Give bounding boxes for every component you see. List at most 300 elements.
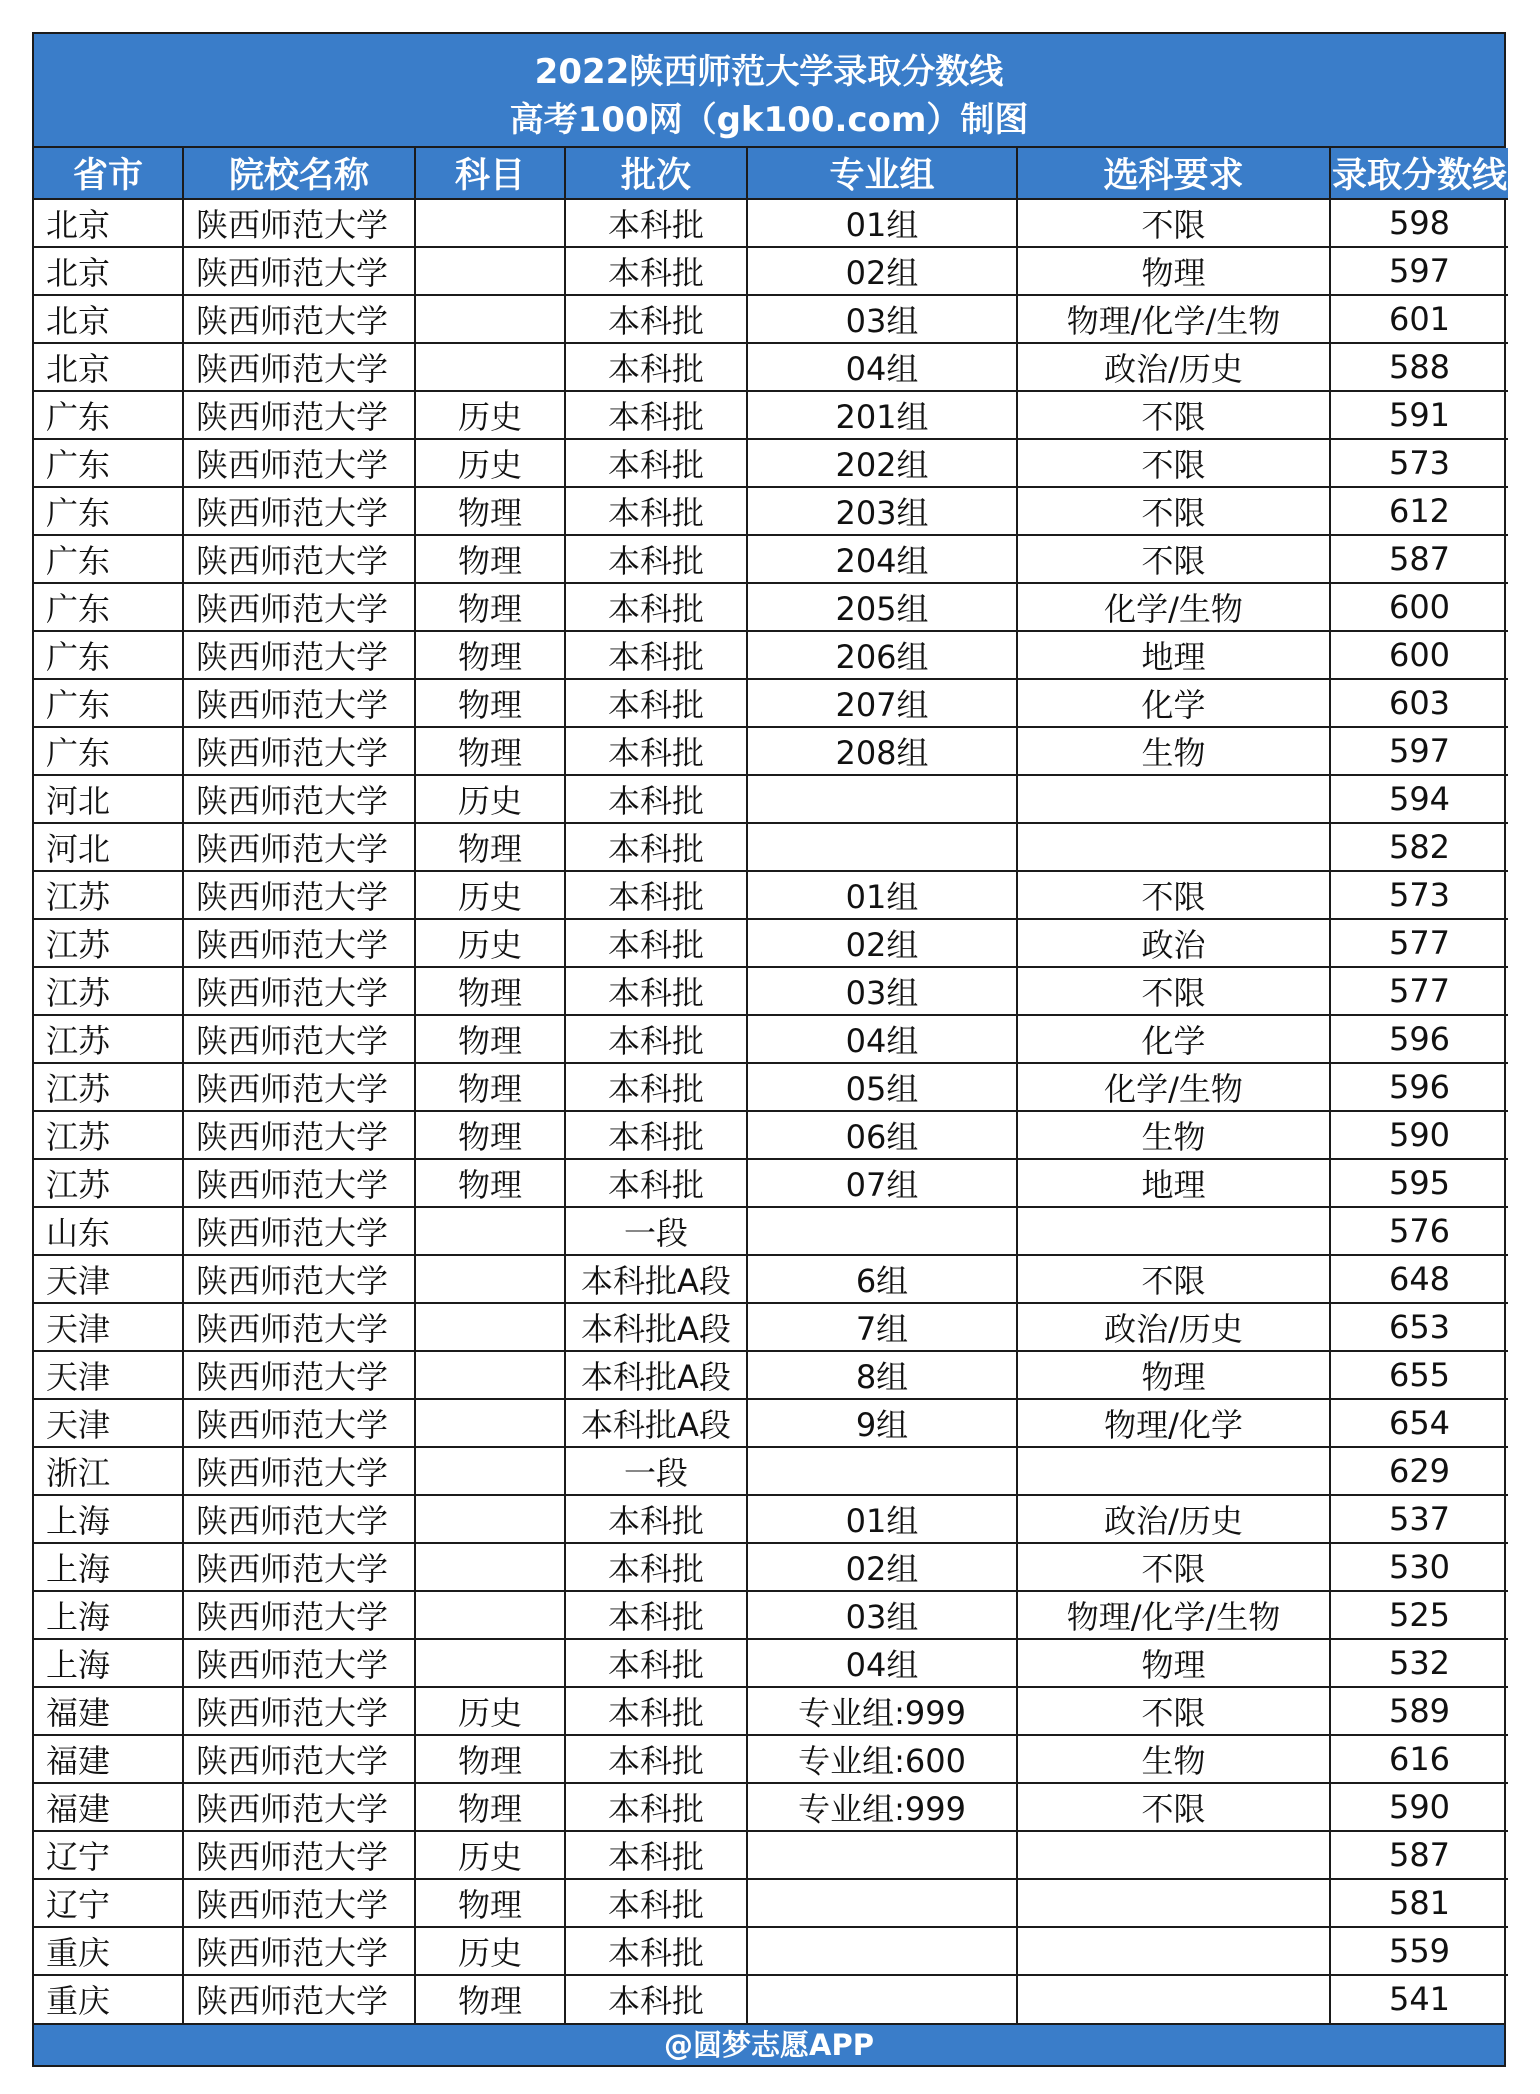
title-line-1: 2022陕西师范大学录取分数线 bbox=[534, 52, 1004, 92]
table-row bbox=[34, 1303, 1508, 1351]
table-row bbox=[34, 1447, 1508, 1495]
cell-province: 江苏 bbox=[34, 919, 183, 967]
cell-batch: 本科批 bbox=[565, 727, 747, 775]
cell-subject bbox=[415, 1447, 565, 1495]
cell-score: 573 bbox=[1330, 871, 1508, 919]
table-row bbox=[34, 1063, 1508, 1111]
cell-school: 陕西师范大学 bbox=[183, 247, 415, 295]
cell-major-group: 02组 bbox=[747, 247, 1017, 295]
column-header-score: 录取分数线 bbox=[1330, 148, 1508, 199]
cell-subject: 物理 bbox=[415, 727, 565, 775]
column-header-batch: 批次 bbox=[565, 148, 747, 199]
cell-score: 559 bbox=[1330, 1927, 1508, 1975]
cell-batch: 本科批 bbox=[565, 199, 747, 247]
cell-province: 福建 bbox=[34, 1735, 183, 1783]
cell-subject-requirement: 不限 bbox=[1017, 1543, 1330, 1591]
cell-major-group: 01组 bbox=[747, 199, 1017, 247]
cell-school: 陕西师范大学 bbox=[183, 1687, 415, 1735]
cell-school: 陕西师范大学 bbox=[183, 1447, 415, 1495]
table-row bbox=[34, 679, 1508, 727]
cell-batch: 本科批 bbox=[565, 1111, 747, 1159]
cell-school: 陕西师范大学 bbox=[183, 487, 415, 535]
cell-school: 陕西师范大学 bbox=[183, 631, 415, 679]
cell-score: 537 bbox=[1330, 1495, 1508, 1543]
cell-school: 陕西师范大学 bbox=[183, 679, 415, 727]
cell-subject: 历史 bbox=[415, 871, 565, 919]
table-row bbox=[34, 1591, 1508, 1639]
cell-subject-requirement: 政治/历史 bbox=[1017, 343, 1330, 391]
cell-score: 587 bbox=[1330, 535, 1508, 583]
cell-score: 612 bbox=[1330, 487, 1508, 535]
cell-province: 江苏 bbox=[34, 1159, 183, 1207]
cell-province: 江苏 bbox=[34, 967, 183, 1015]
cell-subject-requirement bbox=[1017, 1207, 1330, 1255]
cell-subject-requirement: 化学 bbox=[1017, 1015, 1330, 1063]
table-row bbox=[34, 343, 1508, 391]
cell-major-group: 201组 bbox=[747, 391, 1017, 439]
cell-major-group: 206组 bbox=[747, 631, 1017, 679]
cell-school: 陕西师范大学 bbox=[183, 295, 415, 343]
cell-subject: 物理 bbox=[415, 1879, 565, 1927]
cell-province: 广东 bbox=[34, 583, 183, 631]
table-row bbox=[34, 727, 1508, 775]
cell-province: 北京 bbox=[34, 247, 183, 295]
cell-subject-requirement: 物理/化学/生物 bbox=[1017, 1591, 1330, 1639]
cell-subject-requirement: 不限 bbox=[1017, 535, 1330, 583]
footer-credit: @圆梦志愿APP bbox=[34, 2023, 1504, 2065]
cell-subject-requirement: 物理/化学 bbox=[1017, 1399, 1330, 1447]
cell-batch: 本科批 bbox=[565, 1927, 747, 1975]
cell-batch: 本科批 bbox=[565, 1783, 747, 1831]
cell-score: 648 bbox=[1330, 1255, 1508, 1303]
cell-major-group bbox=[747, 1207, 1017, 1255]
cell-subject bbox=[415, 343, 565, 391]
cell-batch: 本科批 bbox=[565, 871, 747, 919]
cell-score: 594 bbox=[1330, 775, 1508, 823]
cell-major-group bbox=[747, 775, 1017, 823]
cell-province: 天津 bbox=[34, 1399, 183, 1447]
cell-school: 陕西师范大学 bbox=[183, 727, 415, 775]
cell-province: 天津 bbox=[34, 1351, 183, 1399]
cell-school: 陕西师范大学 bbox=[183, 823, 415, 871]
table-row bbox=[34, 1783, 1508, 1831]
cell-subject bbox=[415, 1543, 565, 1591]
cell-subject bbox=[415, 1255, 565, 1303]
table-row bbox=[34, 1639, 1508, 1687]
table-row bbox=[34, 1207, 1508, 1255]
cell-batch: 一段 bbox=[565, 1207, 747, 1255]
cell-batch: 本科批 bbox=[565, 1831, 747, 1879]
cell-major-group: 8组 bbox=[747, 1351, 1017, 1399]
cell-major-group bbox=[747, 1831, 1017, 1879]
cell-school: 陕西师范大学 bbox=[183, 1303, 415, 1351]
cell-province: 福建 bbox=[34, 1687, 183, 1735]
cell-batch: 本科批 bbox=[565, 1639, 747, 1687]
cell-subject: 历史 bbox=[415, 439, 565, 487]
cell-subject: 物理 bbox=[415, 1111, 565, 1159]
cell-subject-requirement: 不限 bbox=[1017, 967, 1330, 1015]
cell-major-group: 04组 bbox=[747, 1639, 1017, 1687]
cell-subject-requirement: 物理 bbox=[1017, 1639, 1330, 1687]
cell-score: 525 bbox=[1330, 1591, 1508, 1639]
cell-subject-requirement: 不限 bbox=[1017, 439, 1330, 487]
cell-score: 577 bbox=[1330, 967, 1508, 1015]
cell-subject: 历史 bbox=[415, 391, 565, 439]
cell-school: 陕西师范大学 bbox=[183, 1639, 415, 1687]
cell-major-group bbox=[747, 823, 1017, 871]
cell-batch: 本科批 bbox=[565, 631, 747, 679]
title-line-2: 高考100网（gk100.com）制图 bbox=[509, 100, 1029, 140]
table-body bbox=[34, 199, 1508, 2023]
cell-subject-requirement: 不限 bbox=[1017, 1255, 1330, 1303]
cell-score: 587 bbox=[1330, 1831, 1508, 1879]
cell-subject bbox=[415, 247, 565, 295]
cell-province: 江苏 bbox=[34, 1111, 183, 1159]
cell-batch: 本科批 bbox=[565, 967, 747, 1015]
cell-subject-requirement: 政治/历史 bbox=[1017, 1495, 1330, 1543]
cell-subject-requirement bbox=[1017, 775, 1330, 823]
cell-batch: 本科批A段 bbox=[565, 1255, 747, 1303]
cell-batch: 本科批 bbox=[565, 247, 747, 295]
cell-subject bbox=[415, 295, 565, 343]
cell-subject-requirement: 政治/历史 bbox=[1017, 1303, 1330, 1351]
column-header-subject-requirement: 选科要求 bbox=[1017, 148, 1330, 199]
cell-major-group: 04组 bbox=[747, 343, 1017, 391]
table-row bbox=[34, 919, 1508, 967]
cell-major-group: 205组 bbox=[747, 583, 1017, 631]
table-row bbox=[34, 535, 1508, 583]
cell-batch: 本科批 bbox=[565, 1543, 747, 1591]
cell-province: 重庆 bbox=[34, 1975, 183, 2023]
admission-score-table bbox=[34, 148, 1508, 2023]
cell-subject: 历史 bbox=[415, 919, 565, 967]
cell-subject bbox=[415, 1591, 565, 1639]
cell-subject-requirement: 化学 bbox=[1017, 679, 1330, 727]
cell-province: 广东 bbox=[34, 439, 183, 487]
table-row bbox=[34, 1111, 1508, 1159]
cell-score: 653 bbox=[1330, 1303, 1508, 1351]
table-row bbox=[34, 1543, 1508, 1591]
cell-subject-requirement: 生物 bbox=[1017, 1735, 1330, 1783]
table-row bbox=[34, 247, 1508, 295]
cell-subject-requirement: 生物 bbox=[1017, 727, 1330, 775]
score-sheet bbox=[32, 32, 1506, 2067]
cell-province: 北京 bbox=[34, 295, 183, 343]
cell-score: 590 bbox=[1330, 1783, 1508, 1831]
cell-batch: 本科批 bbox=[565, 487, 747, 535]
cell-major-group: 专业组:600 bbox=[747, 1735, 1017, 1783]
cell-score: 591 bbox=[1330, 391, 1508, 439]
cell-major-group: 02组 bbox=[747, 1543, 1017, 1591]
table-row bbox=[34, 1399, 1508, 1447]
cell-score: 629 bbox=[1330, 1447, 1508, 1495]
cell-school: 陕西师范大学 bbox=[183, 775, 415, 823]
cell-school: 陕西师范大学 bbox=[183, 1207, 415, 1255]
cell-province: 广东 bbox=[34, 631, 183, 679]
cell-batch: 本科批A段 bbox=[565, 1351, 747, 1399]
cell-province: 辽宁 bbox=[34, 1831, 183, 1879]
table-row bbox=[34, 1735, 1508, 1783]
column-header-major-group: 专业组 bbox=[747, 148, 1017, 199]
cell-province: 河北 bbox=[34, 823, 183, 871]
cell-subject-requirement: 物理 bbox=[1017, 247, 1330, 295]
cell-major-group bbox=[747, 1879, 1017, 1927]
cell-subject-requirement: 物理 bbox=[1017, 1351, 1330, 1399]
cell-batch: 本科批A段 bbox=[565, 1399, 747, 1447]
cell-subject-requirement: 不限 bbox=[1017, 199, 1330, 247]
cell-school: 陕西师范大学 bbox=[183, 1975, 415, 2023]
cell-province: 河北 bbox=[34, 775, 183, 823]
cell-subject-requirement bbox=[1017, 1975, 1330, 2023]
table-row bbox=[34, 1975, 1508, 2023]
cell-batch: 本科批 bbox=[565, 295, 747, 343]
cell-school: 陕西师范大学 bbox=[183, 1543, 415, 1591]
table-row bbox=[34, 583, 1508, 631]
column-header-subject: 科目 bbox=[415, 148, 565, 199]
cell-major-group: 6组 bbox=[747, 1255, 1017, 1303]
cell-province: 广东 bbox=[34, 727, 183, 775]
cell-school: 陕西师范大学 bbox=[183, 1831, 415, 1879]
cell-subject-requirement bbox=[1017, 1927, 1330, 1975]
cell-subject-requirement bbox=[1017, 1879, 1330, 1927]
cell-subject bbox=[415, 1639, 565, 1687]
cell-subject-requirement: 不限 bbox=[1017, 1687, 1330, 1735]
cell-province: 上海 bbox=[34, 1495, 183, 1543]
cell-score: 597 bbox=[1330, 727, 1508, 775]
cell-subject bbox=[415, 1495, 565, 1543]
cell-score: 582 bbox=[1330, 823, 1508, 871]
cell-batch: 本科批 bbox=[565, 1159, 747, 1207]
cell-major-group: 专业组:999 bbox=[747, 1783, 1017, 1831]
cell-province: 辽宁 bbox=[34, 1879, 183, 1927]
cell-school: 陕西师范大学 bbox=[183, 871, 415, 919]
cell-major-group: 03组 bbox=[747, 967, 1017, 1015]
cell-score: 581 bbox=[1330, 1879, 1508, 1927]
cell-school: 陕西师范大学 bbox=[183, 967, 415, 1015]
cell-subject: 历史 bbox=[415, 1687, 565, 1735]
cell-subject: 物理 bbox=[415, 1015, 565, 1063]
cell-subject-requirement: 不限 bbox=[1017, 871, 1330, 919]
cell-province: 福建 bbox=[34, 1783, 183, 1831]
cell-batch: 本科批 bbox=[565, 391, 747, 439]
cell-province: 天津 bbox=[34, 1303, 183, 1351]
cell-subject: 物理 bbox=[415, 1159, 565, 1207]
cell-score: 541 bbox=[1330, 1975, 1508, 2023]
cell-subject: 物理 bbox=[415, 631, 565, 679]
cell-subject-requirement: 生物 bbox=[1017, 1111, 1330, 1159]
cell-subject bbox=[415, 1399, 565, 1447]
cell-province: 天津 bbox=[34, 1255, 183, 1303]
table-row bbox=[34, 1351, 1508, 1399]
cell-major-group: 208组 bbox=[747, 727, 1017, 775]
cell-score: 654 bbox=[1330, 1399, 1508, 1447]
cell-school: 陕西师范大学 bbox=[183, 1783, 415, 1831]
cell-major-group: 7组 bbox=[747, 1303, 1017, 1351]
cell-province: 广东 bbox=[34, 487, 183, 535]
cell-batch: 本科批 bbox=[565, 1015, 747, 1063]
cell-batch: 本科批 bbox=[565, 1975, 747, 2023]
cell-school: 陕西师范大学 bbox=[183, 919, 415, 967]
cell-batch: 本科批 bbox=[565, 1063, 747, 1111]
column-header-province: 省市 bbox=[34, 148, 183, 199]
table-row bbox=[34, 391, 1508, 439]
cell-subject-requirement: 地理 bbox=[1017, 631, 1330, 679]
cell-subject bbox=[415, 199, 565, 247]
cell-major-group: 02组 bbox=[747, 919, 1017, 967]
cell-batch: 本科批 bbox=[565, 1495, 747, 1543]
cell-school: 陕西师范大学 bbox=[183, 1159, 415, 1207]
cell-subject-requirement: 地理 bbox=[1017, 1159, 1330, 1207]
cell-score: 603 bbox=[1330, 679, 1508, 727]
table-row bbox=[34, 1927, 1508, 1975]
cell-subject-requirement: 化学/生物 bbox=[1017, 1063, 1330, 1111]
cell-school: 陕西师范大学 bbox=[183, 199, 415, 247]
cell-subject: 物理 bbox=[415, 583, 565, 631]
cell-major-group: 05组 bbox=[747, 1063, 1017, 1111]
cell-subject-requirement: 不限 bbox=[1017, 1783, 1330, 1831]
cell-batch: 本科批 bbox=[565, 343, 747, 391]
cell-score: 576 bbox=[1330, 1207, 1508, 1255]
table-row bbox=[34, 1831, 1508, 1879]
cell-school: 陕西师范大学 bbox=[183, 391, 415, 439]
cell-major-group: 04组 bbox=[747, 1015, 1017, 1063]
cell-major-group: 03组 bbox=[747, 1591, 1017, 1639]
cell-subject bbox=[415, 1207, 565, 1255]
cell-subject: 物理 bbox=[415, 1975, 565, 2023]
cell-batch: 本科批 bbox=[565, 919, 747, 967]
cell-score: 600 bbox=[1330, 631, 1508, 679]
cell-subject-requirement: 不限 bbox=[1017, 391, 1330, 439]
cell-subject: 物理 bbox=[415, 967, 565, 1015]
cell-province: 上海 bbox=[34, 1543, 183, 1591]
cell-school: 陕西师范大学 bbox=[183, 1591, 415, 1639]
cell-subject-requirement bbox=[1017, 1447, 1330, 1495]
cell-score: 595 bbox=[1330, 1159, 1508, 1207]
cell-major-group bbox=[747, 1975, 1017, 2023]
table-row bbox=[34, 967, 1508, 1015]
cell-batch: 本科批 bbox=[565, 535, 747, 583]
cell-school: 陕西师范大学 bbox=[183, 535, 415, 583]
cell-subject: 物理 bbox=[415, 823, 565, 871]
cell-major-group bbox=[747, 1927, 1017, 1975]
cell-score: 596 bbox=[1330, 1063, 1508, 1111]
cell-score: 601 bbox=[1330, 295, 1508, 343]
table-row bbox=[34, 871, 1508, 919]
cell-subject: 物理 bbox=[415, 679, 565, 727]
cell-subject-requirement: 政治 bbox=[1017, 919, 1330, 967]
cell-batch: 本科批 bbox=[565, 1735, 747, 1783]
cell-province: 重庆 bbox=[34, 1927, 183, 1975]
cell-score: 589 bbox=[1330, 1687, 1508, 1735]
cell-major-group: 204组 bbox=[747, 535, 1017, 583]
cell-school: 陕西师范大学 bbox=[183, 1111, 415, 1159]
cell-school: 陕西师范大学 bbox=[183, 1255, 415, 1303]
cell-major-group: 06组 bbox=[747, 1111, 1017, 1159]
cell-score: 597 bbox=[1330, 247, 1508, 295]
cell-major-group: 07组 bbox=[747, 1159, 1017, 1207]
cell-school: 陕西师范大学 bbox=[183, 1927, 415, 1975]
cell-province: 上海 bbox=[34, 1639, 183, 1687]
table-row bbox=[34, 487, 1508, 535]
table-row bbox=[34, 439, 1508, 487]
table-row bbox=[34, 1159, 1508, 1207]
cell-province: 广东 bbox=[34, 391, 183, 439]
sheet-title bbox=[34, 34, 1504, 148]
table-row bbox=[34, 1879, 1508, 1927]
cell-subject-requirement: 化学/生物 bbox=[1017, 583, 1330, 631]
cell-score: 598 bbox=[1330, 199, 1508, 247]
cell-batch: 本科批 bbox=[565, 583, 747, 631]
cell-batch: 本科批 bbox=[565, 679, 747, 727]
cell-score: 596 bbox=[1330, 1015, 1508, 1063]
cell-school: 陕西师范大学 bbox=[183, 1735, 415, 1783]
cell-subject: 物理 bbox=[415, 1783, 565, 1831]
cell-major-group: 01组 bbox=[747, 1495, 1017, 1543]
cell-subject-requirement: 不限 bbox=[1017, 487, 1330, 535]
table-row bbox=[34, 775, 1508, 823]
cell-school: 陕西师范大学 bbox=[183, 1879, 415, 1927]
cell-province: 江苏 bbox=[34, 871, 183, 919]
cell-subject-requirement bbox=[1017, 823, 1330, 871]
cell-major-group: 203组 bbox=[747, 487, 1017, 535]
cell-batch: 本科批 bbox=[565, 1687, 747, 1735]
cell-major-group: 207组 bbox=[747, 679, 1017, 727]
cell-province: 北京 bbox=[34, 343, 183, 391]
cell-major-group: 202组 bbox=[747, 439, 1017, 487]
cell-subject bbox=[415, 1303, 565, 1351]
table-row bbox=[34, 295, 1508, 343]
cell-score: 616 bbox=[1330, 1735, 1508, 1783]
cell-subject: 物理 bbox=[415, 1063, 565, 1111]
cell-school: 陕西师范大学 bbox=[183, 1063, 415, 1111]
cell-score: 588 bbox=[1330, 343, 1508, 391]
table-row bbox=[34, 823, 1508, 871]
table-row bbox=[34, 1495, 1508, 1543]
cell-batch: 本科批 bbox=[565, 1879, 747, 1927]
cell-batch: 本科批 bbox=[565, 439, 747, 487]
cell-school: 陕西师范大学 bbox=[183, 1351, 415, 1399]
cell-subject: 历史 bbox=[415, 1927, 565, 1975]
table-header-row bbox=[34, 148, 1508, 199]
cell-school: 陕西师范大学 bbox=[183, 583, 415, 631]
cell-major-group: 9组 bbox=[747, 1399, 1017, 1447]
cell-score: 590 bbox=[1330, 1111, 1508, 1159]
cell-province: 广东 bbox=[34, 535, 183, 583]
cell-subject bbox=[415, 1351, 565, 1399]
cell-major-group: 03组 bbox=[747, 295, 1017, 343]
cell-subject: 历史 bbox=[415, 775, 565, 823]
cell-score: 655 bbox=[1330, 1351, 1508, 1399]
cell-province: 江苏 bbox=[34, 1063, 183, 1111]
cell-province: 浙江 bbox=[34, 1447, 183, 1495]
cell-batch: 本科批 bbox=[565, 775, 747, 823]
cell-subject: 物理 bbox=[415, 535, 565, 583]
cell-score: 573 bbox=[1330, 439, 1508, 487]
table-row bbox=[34, 631, 1508, 679]
cell-school: 陕西师范大学 bbox=[183, 1495, 415, 1543]
cell-province: 山东 bbox=[34, 1207, 183, 1255]
cell-province: 北京 bbox=[34, 199, 183, 247]
cell-batch: 本科批A段 bbox=[565, 1303, 747, 1351]
cell-province: 上海 bbox=[34, 1591, 183, 1639]
cell-subject-requirement bbox=[1017, 1831, 1330, 1879]
column-header-school: 院校名称 bbox=[183, 148, 415, 199]
cell-school: 陕西师范大学 bbox=[183, 439, 415, 487]
cell-major-group bbox=[747, 1447, 1017, 1495]
cell-score: 600 bbox=[1330, 583, 1508, 631]
cell-batch: 一段 bbox=[565, 1447, 747, 1495]
table-row bbox=[34, 1015, 1508, 1063]
